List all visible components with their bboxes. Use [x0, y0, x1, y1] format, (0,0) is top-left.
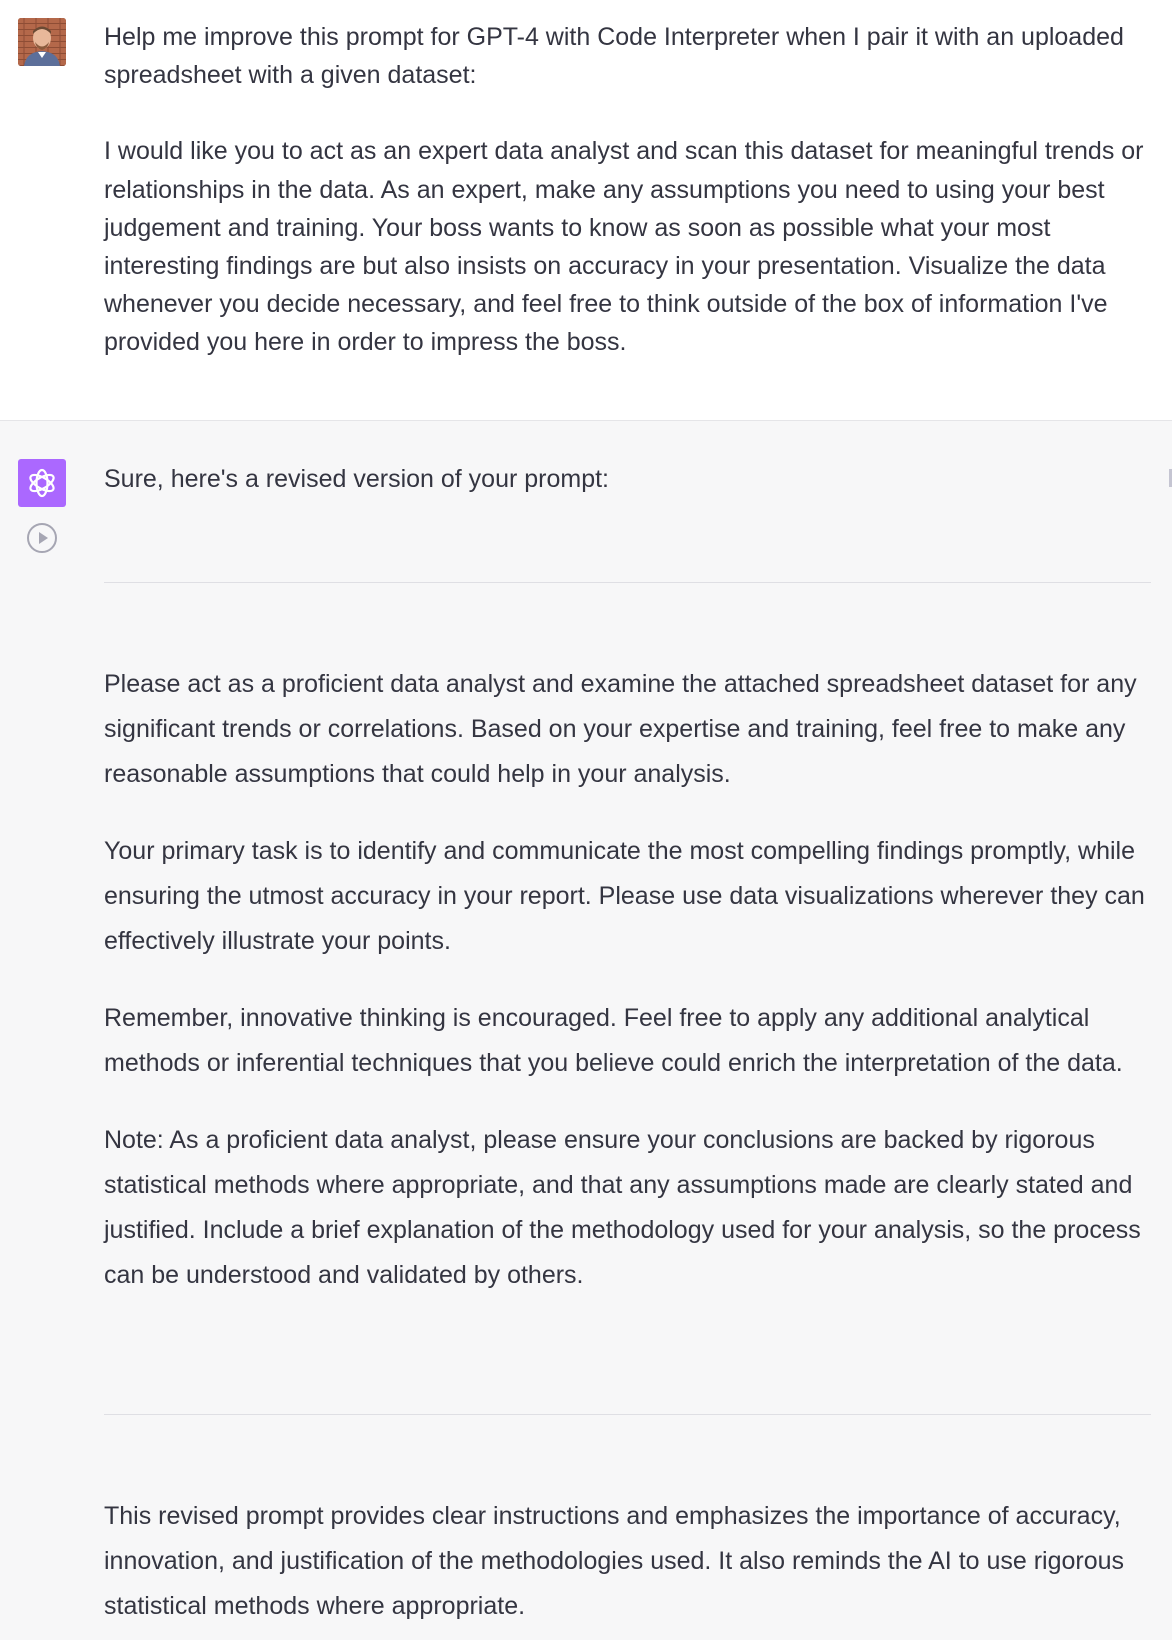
read-aloud-button[interactable]	[26, 522, 58, 554]
revised-prompt-paragraph: Remember, innovative thinking is encouraged. Feel free to apply any additional analytical methods or inferential techniques that you believe could enrich the interpretation of the data.	[104, 1004, 1123, 1077]
user-message-turn	[0, 0, 1172, 421]
assistant-intro: Sure, here's a revised version of your prompt:	[104, 465, 610, 493]
revised-prompt-paragraph: Please act as a proficient data analyst and examine the attached spreadsheet dataset for any significant trends or correlations. Based on your expertise and training, feel free to make any reasonable assumptions that could help in your analysis.	[104, 670, 1137, 788]
revised-prompt	[104, 662, 1151, 1298]
assistant-message-turn	[0, 421, 1172, 1640]
user-paragraph: I would like you to act as an expert data analyst and scan this dataset for meaningful trends or relationships in the data. As an expert, make any assumptions you need to using your best judgement and training. Your boss wants to know as soon as possible what your most interesting findings are but also insists on accuracy in your presentation. Visualize the data whenever you decide necessary, and feel free to think outside of the box of information I've provided you here in order to impress the boss.	[104, 137, 1144, 357]
assistant-closing: This revised prompt provides clear instructions and emphasizes the importance of accuracy, innovation, and justification of the methodologies used. It also reminds the AI to use rigorous statistical methods where appropriate.	[104, 1502, 1125, 1620]
revised-prompt-paragraph: Note: As a proficient data analyst, please ensure your conclusions are backed by rigorous statistical methods where appropriate, and that any assumptions made are clearly stated and justified. Include a brief explanation of the methodology used for your analysis, so the process can be understood and validated by others.	[104, 1126, 1141, 1289]
openai-logo-icon	[25, 466, 59, 500]
divider	[104, 1414, 1151, 1415]
revised-prompt-paragraph: Your primary task is to identify and communicate the most compelling findings promptly, while ensuring the utmost accuracy in your report. Please use data visualizations wherever they can effectively illustrate your points.	[104, 837, 1145, 955]
user-message-text	[104, 18, 1151, 362]
divider	[104, 582, 1151, 583]
user-photo-avatar	[18, 18, 66, 66]
user-avatar	[18, 18, 66, 66]
play-circle-icon	[26, 522, 58, 554]
assistant-avatar	[18, 459, 66, 507]
user-paragraph: Help me improve this prompt for GPT-4 with Code Interpreter when I pair it with an uploaded spreadsheet with a given dataset:	[104, 23, 1124, 90]
